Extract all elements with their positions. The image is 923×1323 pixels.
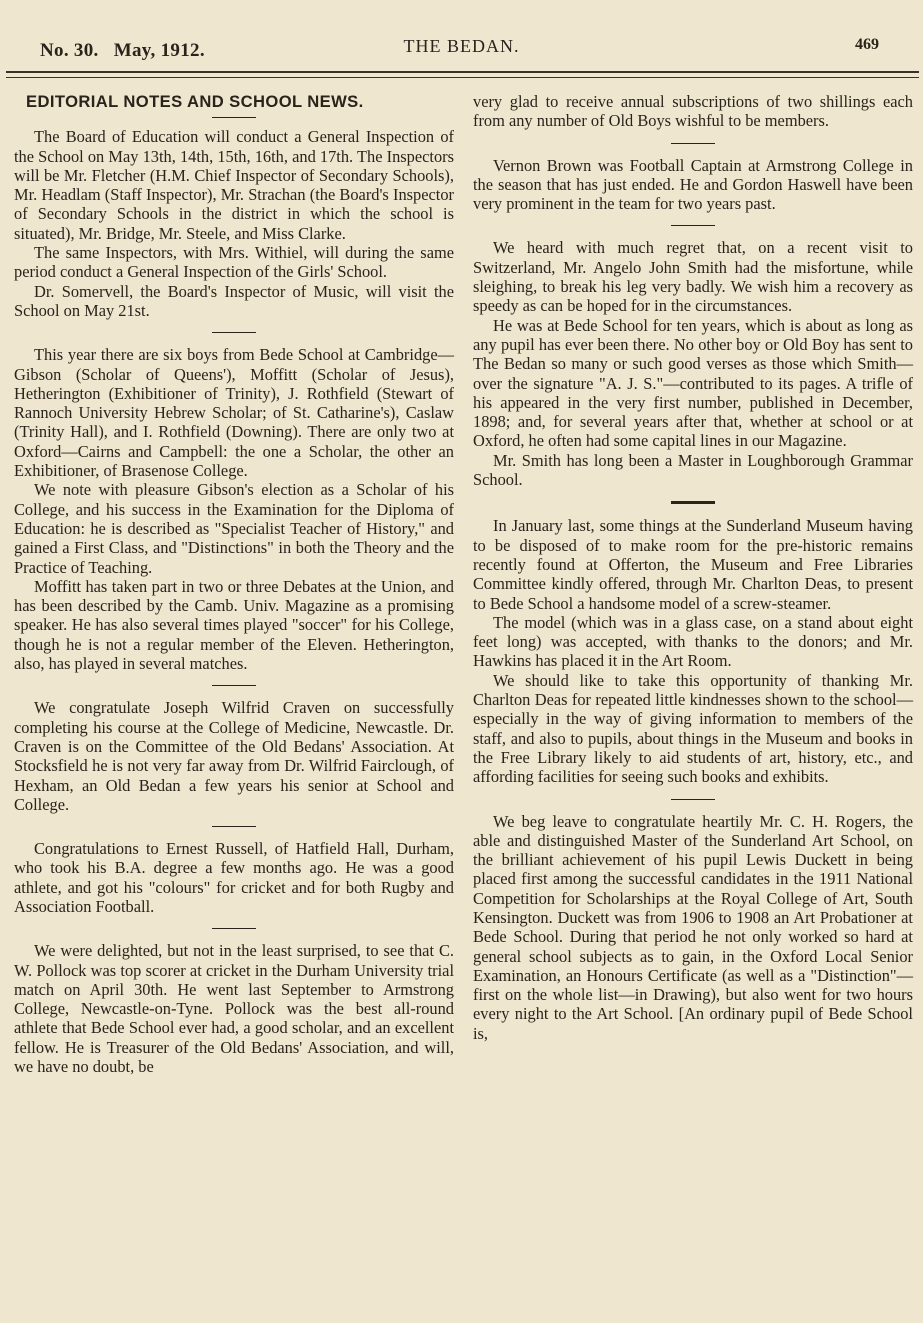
paragraph: The same Inspectors, with Mrs. Withiel, will during the same period conduct a General Inspection of the Girls' School.	[14, 243, 454, 282]
paragraph: He was at Bede School for ten years, which is about as long as any pupil has ever been there. No other boy or Old Boy has sent to The Bedan so many or such good verses as those which Smith—over the signature "A. J. S."—contributed to its pages. A trifle of his appeared in the very first number, published in December, 1898; and, for several years after that, whether at school or at Oxford, he often had some capital lines in our Magazine.	[473, 315, 913, 451]
paragraph: We heard with much regret that, on a recent visit to Switzerland, Mr. Angelo John Smith had the misfortune, while sleighing, to break his leg very badly. We wish him a recovery as speedy as can be hoped for in the circumstances.	[473, 238, 913, 316]
section-heading: EDITORIAL NOTES AND SCHOOL NEWS.	[26, 92, 364, 111]
separator	[212, 332, 256, 333]
right-column	[473, 92, 913, 1043]
separator	[671, 799, 715, 800]
issue-number: No. 30.	[40, 40, 99, 61]
separator	[671, 143, 715, 144]
paragraph: Mr. Smith has long been a Master in Loughborough Grammar School.	[473, 450, 913, 490]
left-column	[14, 92, 454, 1076]
separator	[212, 117, 256, 118]
separator	[212, 685, 256, 686]
separator	[671, 225, 715, 226]
paragraph: Congratulations to Ernest Russell, of Hatfield Hall, Durham, who took his B.A. degree a few months ago. He was a good athlete, and got his "colours" for cricket and for both Rugby and Association Football.	[14, 839, 454, 916]
separator	[671, 501, 715, 504]
paragraph: We note with pleasure Gibson's election as a Scholar of his College, and his success in the Examination for the Diploma of Education: he is described as "Specialist Teacher of History," and gained a First Class, and "Distinctions" in both the Theory and the Practice of Teaching.	[14, 480, 454, 577]
page-number: 469	[855, 36, 879, 53]
issue-date: May, 1912.	[113, 40, 205, 61]
header-rule-thick	[6, 71, 919, 73]
paragraph-continued: very glad to receive annual subscriptions of two shillings each from any number of Old Boys wishful to be members.	[473, 92, 913, 131]
paragraph: The model (which was in a glass case, on a stand about eight feet long) was accepted, with thanks to the donors; and Mr. Hawkins has placed it in the Art Room.	[473, 612, 913, 671]
paragraph: Dr. Somervell, the Board's Inspector of Music, will visit the School on May 21st.	[14, 281, 454, 320]
paragraph: In January last, some things at the Sunderland Museum having to be disposed of to make room for the pre-historic remains recently found at Offerton, the Museum and Free Libraries Committee kindly offered, through Mr. Charlton Deas, to present to Bede School a handsome model of a screw-steamer.	[473, 516, 913, 613]
separator	[212, 826, 256, 827]
journal-title: THE BEDAN.	[403, 36, 520, 56]
header-rule-thin	[6, 77, 919, 78]
paragraph: Moffitt has taken part in two or three Debates at the Union, and has been described by the Camb. Univ. Magazine as a promising speaker. He has also several times played "soccer" for his College, though he is not a regular member of the Eleven. Hetherington, also, has played in several matches.	[14, 576, 454, 674]
paragraph: Vernon Brown was Football Captain at Armstrong College in the season that has just ended. He and Gordon Haswell have been very prominent in the team for two years past.	[473, 155, 913, 214]
paragraph: We congratulate Joseph Wilfrid Craven on successfully completing his course at the College of Medicine, Newcastle. Dr. Craven is on the Committee of the Old Bedans' Association. At Stocksfield he is not very far away from Dr. Wilfrid Fairclough, of Hexham, an Old Bedan a few years his senior at School and College.	[14, 698, 454, 814]
paragraph: We should like to take this opportunity of thanking Mr. Charlton Deas for repeated little kindnesses shown to the school—especially in the way of giving information to members of the staff, and also to pupils, about things in the Museum and books in the Free Library likely to aid students of art, history, etc., and affording facilities for seeing such books and exhibits.	[473, 670, 913, 787]
paragraph: We beg leave to congratulate heartily Mr. C. H. Rogers, the able and distinguished Master of the Sunderland Art School, on the brilliant achievement of his pupil Lewis Duckett in being placed first among the successful candidates in the 1911 National Competition for Scholarships at the Royal College of Art, South Kensington. Duckett was from 1906 to 1908 an Art Probationer at Bede School. During that period he not only worked so hard at general school subjects as to gain, in the Oxford Local Senior Examination, an Honours Certificate (as well as a "Distinction"—first on the whole list—in Drawing), but also went for two hours every night to the Art School. [An ordinary pupil of Bede School is,	[473, 811, 913, 1043]
paragraph: The Board of Education will conduct a General Inspection of the School on May 13th, 14th, 15th, 16th, and 17th. The Inspectors will be Mr. Fletcher (H.M. Chief Inspector of Secondary Schools), Mr. Headlam (Staff Inspector), Mr. Strachan (the Board's Inspector of Secondary Schools in the district in which the school is situated), Mr. Bridge, Mr. Steele, and Miss Clarke.	[14, 127, 454, 243]
paragraph: We were delighted, but not in the least surprised, to see that C. W. Pollock was top scorer at cricket in the Durham University trial match on April 30th. He went last September to Armstrong College, Newcastle-on-Tyne. Pollock was the best all-round athlete that Bede School ever had, a good scholar, and an excellent fellow. He is Treasurer of the Old Bedans' Association, and will, we have no doubt, be	[14, 941, 454, 1077]
separator	[212, 928, 256, 929]
paragraph: This year there are six boys from Bede School at Cambridge—Gibson (Scholar of Queens'), Moffitt (Scholar of Jesus), Hetherington (Exhibitioner of Trinity), J. Rothfield (Stewart of Rannoch University Hebrew Scholar; of St. Catharine's), Caslaw (Trinity Hall), and I. Rothfield (Downing). There are only two at Oxford—Cairns and Campbell: the one a Scholar, the other an Exhibitioner, of Brasenose College.	[14, 345, 454, 481]
